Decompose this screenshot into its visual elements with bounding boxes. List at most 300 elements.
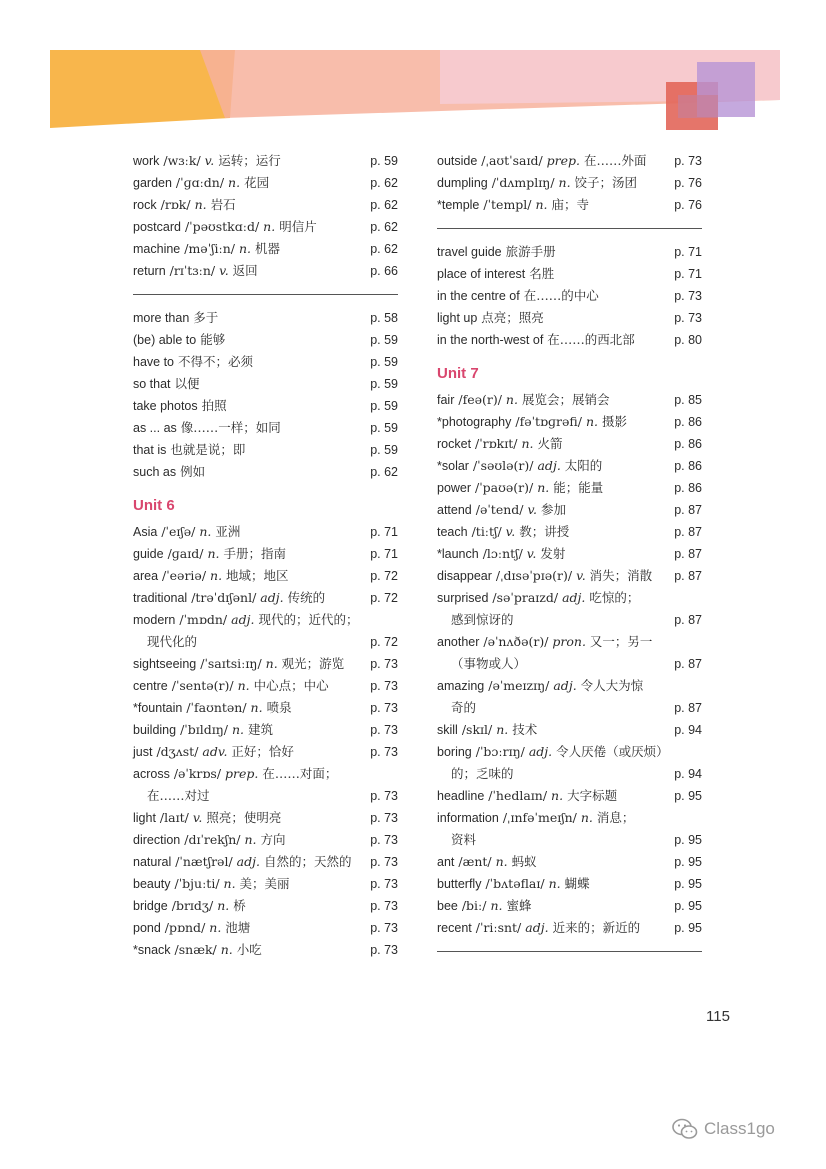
entry-pos: adj. (231, 612, 255, 627)
entry-phonetic: /lɔːntʃ/ (482, 546, 523, 561)
vocab-entry (437, 455, 702, 477)
entry-page: p. 76 (674, 198, 702, 212)
entry-page: p. 87 (674, 657, 702, 671)
entry-phonetic: /ænt/ (458, 854, 492, 869)
entry-pos: n. (537, 480, 550, 495)
vocab-entry (133, 521, 398, 543)
entry-pos: n. (220, 942, 233, 957)
entry-phonetic: /ˈɡɑːdn/ (175, 175, 225, 190)
entry-word: dumpling (437, 176, 488, 190)
entry-pos: v. (505, 524, 516, 539)
entry-page: p. 86 (674, 481, 702, 495)
entry-page: p. 71 (370, 525, 398, 539)
vocab-entry (133, 238, 398, 260)
vocab-entry (437, 785, 702, 807)
entry-meaning: 消息； (596, 810, 635, 825)
entry-phonetic: /ˈpaʊə(r)/ (475, 480, 534, 495)
entry-page: p. 71 (674, 245, 702, 259)
entry-phonetic: /ˈsəʊlə(r)/ (472, 458, 534, 473)
entry-word: have to (133, 355, 175, 369)
vocab-entry (437, 194, 702, 216)
entry-meaning: 观光；游览 (281, 656, 345, 671)
entry-page: p. 87 (674, 613, 702, 627)
entry-page: p. 59 (370, 421, 398, 435)
entry-page: p. 62 (370, 176, 398, 190)
entry-pos: n. (505, 392, 518, 407)
entry-phonetic: /əˈmeɪzɪŋ/ (488, 678, 550, 693)
entry-meaning: 地域；地区 (226, 568, 289, 583)
entry-pos: n. (237, 678, 250, 693)
vocab-entry (133, 307, 398, 329)
entry-page: p. 87 (674, 701, 702, 715)
vocab-entry (437, 675, 702, 719)
entry-word: fair (437, 393, 455, 407)
entry-page: p. 58 (370, 311, 398, 325)
entry-meaning: 手册；指南 (223, 546, 286, 561)
right-group-1 (437, 150, 702, 216)
entry-pos: n. (209, 920, 222, 935)
entry-meaning: 技术 (512, 722, 538, 737)
entry-word: bee (437, 899, 458, 913)
unit-heading: Unit 7 (437, 365, 479, 382)
entry-meaning: 亚洲 (215, 524, 241, 539)
entry-word: rock (133, 198, 157, 212)
vocab-entry (133, 851, 398, 873)
vocab-entry (437, 741, 702, 785)
vocab-entry (133, 609, 398, 653)
entry-phonetic: /ˈnætʃrəl/ (175, 854, 233, 869)
entry-meaning: 在……对面； (262, 766, 338, 781)
entry-page: p. 62 (370, 242, 398, 256)
right-group-3 (437, 389, 702, 939)
entry-phonetic: /skɪl/ (461, 722, 493, 737)
entry-meaning: 像……一样；如同 (180, 420, 281, 435)
entry-meaning-cont: （事物或人） (451, 656, 527, 671)
entry-word: modern (133, 613, 176, 627)
entry-word: such as (133, 465, 177, 479)
entry-pos: n. (223, 876, 236, 891)
wechat-icon (672, 1118, 698, 1140)
vocab-entry (437, 587, 702, 631)
vocab-entry (437, 521, 702, 543)
left-group-3 (133, 521, 398, 961)
entry-pos: n. (490, 898, 503, 913)
entry-meaning-cont: 的；乏味的 (451, 766, 514, 781)
vocab-entry (133, 829, 398, 851)
vocab-entry (133, 543, 398, 565)
entry-meaning: 能够 (200, 332, 226, 347)
entry-meaning: 池塘 (225, 920, 251, 935)
entry-word: beauty (133, 877, 171, 891)
entry-phonetic: /trəˈdɪʃənl/ (191, 590, 257, 605)
entry-pos: adj. (562, 590, 586, 605)
entry-word: traditional (133, 591, 188, 605)
entry-pos: prep. (546, 153, 581, 168)
entry-meaning: 拍照 (201, 398, 227, 413)
entry-page: p. 59 (370, 377, 398, 391)
vocab-entry (133, 653, 398, 675)
vocab-entry (437, 150, 702, 172)
vocab-entry (437, 565, 702, 587)
entry-meaning: 喷泉 (266, 700, 292, 715)
entry-page: p. 73 (370, 943, 398, 957)
entry-meaning: 桥 (233, 898, 246, 913)
entry-page: p. 59 (370, 443, 398, 457)
left-column (133, 150, 398, 961)
vocab-entry (133, 417, 398, 439)
entry-word: work (133, 154, 160, 168)
entry-pos: n. (263, 219, 276, 234)
right-column (437, 150, 702, 964)
vocab-entry (437, 263, 702, 285)
vocab-entry (133, 807, 398, 829)
entry-pos: n. (521, 436, 534, 451)
entry-page: p. 86 (674, 437, 702, 451)
entry-page: p. 59 (370, 355, 398, 369)
entry-meaning: 机器 (255, 241, 281, 256)
vocab-entry (437, 477, 702, 499)
entry-meaning: 吃惊的； (589, 590, 640, 605)
entry-word: across (133, 767, 170, 781)
entry-meaning: 不得不；必须 (178, 354, 254, 369)
entry-page: p. 86 (674, 459, 702, 473)
entry-page: p. 59 (370, 333, 398, 347)
vocab-entry (437, 807, 702, 851)
left-group-2 (133, 307, 398, 483)
entry-meaning-cont: 现代化的 (147, 634, 198, 649)
entry-page: p. 73 (370, 789, 398, 803)
entry-pos: prep. (225, 766, 259, 781)
vocab-entry (437, 499, 702, 521)
entry-meaning: 消失；消散 (589, 568, 653, 583)
vocab-entry (437, 631, 702, 675)
entry-pos: n. (535, 197, 548, 212)
entry-word: (be) able to (133, 333, 197, 347)
entry-page: p. 73 (370, 657, 398, 671)
entry-meaning: 点亮；照亮 (481, 310, 544, 325)
vocab-entry (133, 719, 398, 741)
entry-page: p. 62 (370, 198, 398, 212)
entry-word: headline (437, 789, 485, 803)
entry-word: centre (133, 679, 168, 693)
entry-phonetic: /ˈeɪʃə/ (161, 524, 196, 539)
entry-word: information (437, 811, 499, 825)
entry-meaning: 多于 (193, 310, 219, 325)
entry-phonetic: /ˌɪnfəˈmeɪʃn/ (502, 810, 577, 825)
entry-meaning: 传统的 (287, 590, 326, 605)
entry-meaning: 旅游手册 (505, 244, 556, 259)
entry-pos: n. (207, 546, 220, 561)
entry-pos: v. (219, 263, 229, 278)
vocab-entry (133, 395, 398, 417)
vocab-entry (133, 216, 398, 238)
entry-phonetic: /ˈrɒkɪt/ (475, 436, 518, 451)
right-group-2 (437, 241, 702, 351)
vocab-entry (437, 411, 702, 433)
entry-phonetic: /ˈpəʊstkɑːd/ (184, 219, 260, 234)
entry-phonetic: /biː/ (461, 898, 487, 913)
entry-word: ant (437, 855, 455, 869)
entry-phonetic: /dɪˈrekʃn/ (184, 832, 241, 847)
entry-page: p. 73 (370, 701, 398, 715)
entry-page: p. 87 (674, 503, 702, 517)
entry-page: p. 62 (370, 220, 398, 234)
entry-meaning-cont: 感到惊讶的 (451, 612, 514, 627)
entry-word: skill (437, 723, 458, 737)
entry-page: p. 94 (674, 767, 702, 781)
entry-page: p. 95 (674, 899, 702, 913)
vocab-entry (437, 851, 702, 873)
entry-meaning: 又一；另一 (589, 634, 653, 649)
entry-word: guide (133, 547, 164, 561)
entry-word: place of interest (437, 267, 526, 281)
entry-word: power (437, 481, 472, 495)
entry-meaning: 以便 (174, 376, 200, 391)
entry-phonetic: /tiːtʃ/ (471, 524, 502, 539)
vocab-entry (133, 697, 398, 719)
entry-phonetic: /ˈeəriə/ (162, 568, 207, 583)
entry-meaning: 火箭 (537, 436, 563, 451)
entry-phonetic: /ˈdʌmplɪŋ/ (491, 175, 555, 190)
entry-word: disappear (437, 569, 492, 583)
vocab-entry (133, 917, 398, 939)
entry-page: p. 73 (370, 745, 398, 759)
entry-phonetic: /ˌaʊtˈsaɪd/ (481, 153, 543, 168)
entry-page: p. 71 (674, 267, 702, 281)
entry-phonetic: /brɪdʒ/ (171, 898, 214, 913)
entry-meaning: 参加 (541, 502, 567, 517)
entry-pos: n. (551, 788, 564, 803)
vocab-entry (133, 873, 398, 895)
entry-page: p. 95 (674, 855, 702, 869)
entry-word: Asia (133, 525, 158, 539)
entry-word: *launch (437, 547, 479, 561)
entry-pos: adj. (528, 744, 553, 759)
entry-pos: v. (204, 153, 215, 168)
entry-word: garden (133, 176, 172, 190)
entry-page: p. 73 (370, 899, 398, 913)
page-number: 115 (706, 1008, 730, 1025)
entry-word: area (133, 569, 159, 583)
entry-pos: n. (238, 241, 252, 256)
entry-phonetic: /ˈtempl/ (483, 197, 532, 212)
entry-word: teach (437, 525, 468, 539)
entry-page: p. 73 (674, 289, 702, 303)
entry-word: light (133, 811, 156, 825)
vocab-entry (437, 433, 702, 455)
entry-page: p. 86 (674, 415, 702, 429)
entry-word: take photos (133, 399, 198, 413)
entry-word: *fountain (133, 701, 183, 715)
vocab-entry (437, 389, 702, 411)
entry-phonetic: /ˈmɒdn/ (179, 612, 228, 627)
entry-page: p. 95 (674, 877, 702, 891)
entry-meaning: 正好；恰好 (231, 744, 294, 759)
entry-meaning: 蝴蝶 (564, 876, 590, 891)
entry-page: p. 95 (674, 921, 702, 935)
entry-phonetic: /əˈtend/ (475, 502, 524, 517)
entry-phonetic: /ˌdɪsəˈpɪə(r)/ (495, 568, 573, 583)
entry-page: p. 76 (674, 176, 702, 190)
entry-meaning: 名胜 (529, 266, 555, 281)
unit-heading: Unit 6 (133, 497, 175, 514)
entry-phonetic: /əˈnʌðə(r)/ (483, 634, 549, 649)
entry-meaning: 能；能量 (553, 480, 604, 495)
entry-phonetic: /ˈbɪldɪŋ/ (180, 722, 228, 737)
vocab-entry (133, 260, 398, 282)
entry-pos: n. (250, 700, 263, 715)
entry-meaning: 展览会；展销会 (521, 392, 610, 407)
entry-phonetic: /rɒk/ (160, 197, 191, 212)
entry-meaning: 也就是说；即 (170, 442, 246, 457)
entry-meaning: 在……的中心 (523, 288, 599, 303)
entry-word: in the north-west of (437, 333, 544, 347)
entry-word: travel guide (437, 245, 502, 259)
entry-pos: n. (496, 722, 509, 737)
entry-pos: n. (558, 175, 571, 190)
entry-page: p. 73 (370, 833, 398, 847)
entry-word: in the centre of (437, 289, 520, 303)
vocab-entry (133, 172, 398, 194)
entry-word: so that (133, 377, 171, 391)
entry-page: p. 73 (674, 154, 702, 168)
entry-meaning: 近来的；新近的 (552, 920, 641, 935)
entry-meaning: 蜜蜂 (506, 898, 532, 913)
entry-meaning: 大字标题 (567, 788, 618, 803)
entry-page: p. 59 (370, 154, 398, 168)
entry-page: p. 94 (674, 723, 702, 737)
entry-meaning: 令人厌倦（或厌烦） (556, 744, 669, 759)
entry-phonetic: /ˈbʌtəflaɪ/ (485, 876, 545, 891)
vocab-entry (437, 307, 702, 329)
entry-page: p. 85 (674, 393, 702, 407)
entry-word: return (133, 264, 166, 278)
entry-phonetic: /dʒʌst/ (156, 744, 199, 759)
vocab-entry (133, 939, 398, 961)
entry-word: surprised (437, 591, 489, 605)
entry-meaning: 建筑 (248, 722, 274, 737)
entry-word: sightseeing (133, 657, 197, 671)
entry-phonetic: /ˈsaɪtsiːɪŋ/ (200, 656, 262, 671)
entry-phonetic: /məˈʃiːn/ (184, 241, 235, 256)
entry-meaning: 照亮；使明亮 (206, 810, 282, 825)
vocab-entry (437, 329, 702, 351)
vocab-entry (437, 285, 702, 307)
entry-meaning: 现代的；近代的； (258, 612, 359, 627)
entry-meaning: 蚂蚁 (511, 854, 537, 869)
entry-phonetic: /ˈbɔːrɪŋ/ (475, 744, 525, 759)
entry-page: p. 73 (370, 921, 398, 935)
entry-pos: adj. (553, 678, 577, 693)
entry-word: recent (437, 921, 472, 935)
entry-word: outside (437, 154, 478, 168)
entry-pos: n. (210, 568, 223, 583)
entry-phonetic: /laɪt/ (159, 810, 189, 825)
entry-phonetic: /pɒnd/ (164, 920, 206, 935)
entry-meaning: 摄影 (601, 414, 627, 429)
entry-word: butterfly (437, 877, 482, 891)
vocab-entry (437, 172, 702, 194)
entry-meaning: 美；美丽 (239, 876, 290, 891)
vocab-entry (133, 351, 398, 373)
vocab-entry (133, 150, 398, 172)
entry-pos: adj. (537, 458, 561, 473)
vocab-entry (437, 719, 702, 741)
entry-word: as ... as (133, 421, 177, 435)
entry-word: just (133, 745, 153, 759)
vocab-entry (133, 895, 398, 917)
entry-phonetic: /ˈbjuːti/ (174, 876, 220, 891)
entry-page: p. 73 (370, 855, 398, 869)
entry-meaning: 返回 (232, 263, 258, 278)
entry-page: p. 72 (370, 591, 398, 605)
entry-word: bridge (133, 899, 168, 913)
entry-phonetic: /wɜːk/ (163, 153, 201, 168)
entry-meaning: 庙；寺 (551, 197, 590, 212)
entry-phonetic: /snæk/ (174, 942, 217, 957)
entry-meaning: 在……的西北部 (547, 332, 635, 347)
entry-pos: n. (244, 832, 257, 847)
entry-meaning: 岩石 (210, 197, 236, 212)
entry-page: p. 72 (370, 569, 398, 583)
entry-phonetic: /ˈfaʊntən/ (186, 700, 247, 715)
entry-pos: n. (265, 656, 278, 671)
entry-word: amazing (437, 679, 485, 693)
entry-page: p. 87 (674, 525, 702, 539)
entry-page: p. 73 (370, 723, 398, 737)
entry-page: p. 95 (674, 833, 702, 847)
entry-page: p. 73 (370, 877, 398, 891)
entry-meaning-cont: 奇的 (451, 700, 477, 715)
entry-word: *temple (437, 198, 480, 212)
entry-phonetic: /fəˈtɒɡrəfi/ (515, 414, 582, 429)
entry-meaning: 教；讲授 (519, 524, 570, 539)
entry-word: boring (437, 745, 472, 759)
entry-page: p. 59 (370, 399, 398, 413)
divider (133, 294, 398, 295)
entry-phonetic: /əˈkrɒs/ (173, 766, 222, 781)
entry-phonetic: /ˈsentə(r)/ (171, 678, 234, 693)
entry-phonetic: /ɡaɪd/ (167, 546, 204, 561)
vocab-entry (133, 565, 398, 587)
entry-pos: adj. (260, 590, 284, 605)
left-group-1 (133, 150, 398, 282)
entry-meaning: 饺子；汤团 (574, 175, 638, 190)
entry-pos: n. (228, 175, 241, 190)
entry-word: postcard (133, 220, 181, 234)
entry-page: p. 72 (370, 635, 398, 649)
entry-meaning: 令人大为惊 (580, 678, 644, 693)
entry-word: building (133, 723, 177, 737)
entry-meaning: 自然的；天然的 (263, 854, 352, 869)
entry-page: p. 87 (674, 547, 702, 561)
vocab-entry (133, 587, 398, 609)
entry-word: rocket (437, 437, 472, 451)
vocab-entry (133, 461, 398, 483)
entry-pos: n. (580, 810, 593, 825)
entry-pos: v. (192, 810, 203, 825)
entry-word: *snack (133, 943, 171, 957)
entry-pos: n. (199, 524, 212, 539)
entry-word: machine (133, 242, 181, 256)
entry-word: attend (437, 503, 472, 517)
vocab-entry (437, 873, 702, 895)
entry-phonetic: /feə(r)/ (458, 392, 502, 407)
vocab-entry (133, 763, 398, 807)
entry-meaning: 在……外面 (584, 153, 647, 168)
entry-pos: n. (231, 722, 245, 737)
divider (437, 951, 702, 952)
